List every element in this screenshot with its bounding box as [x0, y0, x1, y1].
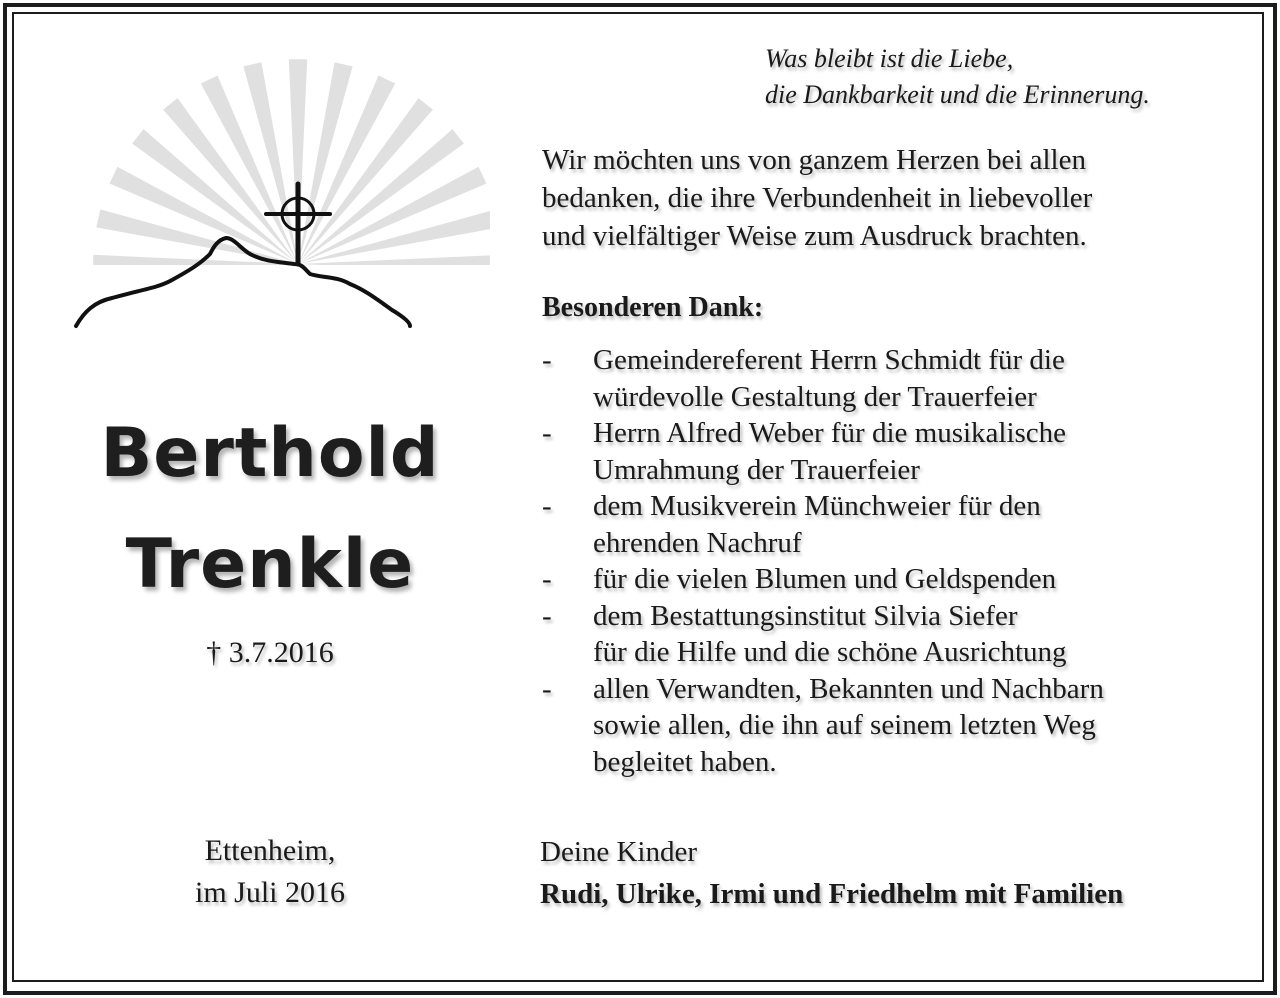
thanks-item-line: sowie allen, die ihn auf seinem letzten Weg	[593, 709, 1096, 741]
bullet-dash: -	[542, 344, 552, 376]
thanks-item	[542, 598, 1222, 671]
thanks-item-line: Herrn Alfred Weber für die musikalische	[593, 417, 1067, 449]
bullet-dash: -	[542, 672, 552, 705]
quote-line-2: die Dankbarkeit und die Erinnerung.	[765, 80, 1150, 109]
sun-ray	[201, 76, 298, 265]
thanks-heading: Besonderen Dank:	[542, 292, 764, 323]
thanks-item-line: würdevolle Gestaltung der Trauerfeier	[593, 380, 1037, 413]
signature-names: Rudi, Ulrike, Irmi und Friedhelm mit Familien	[540, 878, 1124, 910]
thanks-item-line: dem Musikverein Münchweier für den	[593, 490, 1041, 522]
thanks-item-line: allen Verwandten, Bekannten und Nachbarn	[593, 672, 1104, 705]
intro-line-2: bedanken, die ihre Verbundenheit in liebevoller	[542, 182, 1093, 214]
sun-ray	[298, 76, 395, 265]
intro-line-3: und vielfältiger Weise zum Ausdruck brachten.	[542, 220, 1087, 252]
thanks-item-line: begleitet haben.	[593, 745, 777, 778]
deceased-last-name: Trenkle	[125, 525, 415, 604]
thanks-item-line: für die Hilfe und die schöne Ausrichtung	[593, 636, 1067, 668]
signature-intro: Deine Kinder	[540, 836, 698, 868]
thanks-item-line: Gemeindereferent Herrn Schmidt für die	[593, 344, 1065, 376]
bullet-dash: -	[542, 563, 552, 595]
death-date: † 3.7.2016	[206, 636, 334, 669]
place-line: Ettenheim,	[204, 834, 336, 867]
sunburst-rays	[93, 59, 490, 273]
thanks-item-line: Umrahmung der Trauerfeier	[593, 453, 920, 486]
deceased-first-name: Berthold	[100, 414, 440, 493]
thanks-item	[542, 342, 1222, 415]
thanks-item-line: dem Bestattungsinstitut Silvia Siefer	[593, 599, 1018, 632]
thanks-list	[542, 342, 1222, 780]
thanks-item	[542, 488, 1222, 561]
thanks-item	[542, 671, 1222, 781]
thanks-item-line: für die vielen Blumen und Geldspenden	[593, 563, 1057, 595]
bullet-dash: -	[542, 490, 552, 522]
cross-on-mountain-sunburst-icon	[60, 50, 490, 340]
bullet-dash: -	[542, 417, 552, 449]
thanks-item	[542, 561, 1222, 598]
thanks-item	[542, 415, 1222, 488]
intro-line-1: Wir möchten uns von ganzem Herzen bei allen	[542, 144, 1086, 176]
thanks-item-line: ehrenden Nachruf	[593, 526, 802, 559]
bullet-dash: -	[542, 599, 552, 632]
date-line: im Juli 2016	[194, 876, 345, 909]
quote-line-1: Was bleibt ist die Liebe,	[765, 44, 1014, 73]
